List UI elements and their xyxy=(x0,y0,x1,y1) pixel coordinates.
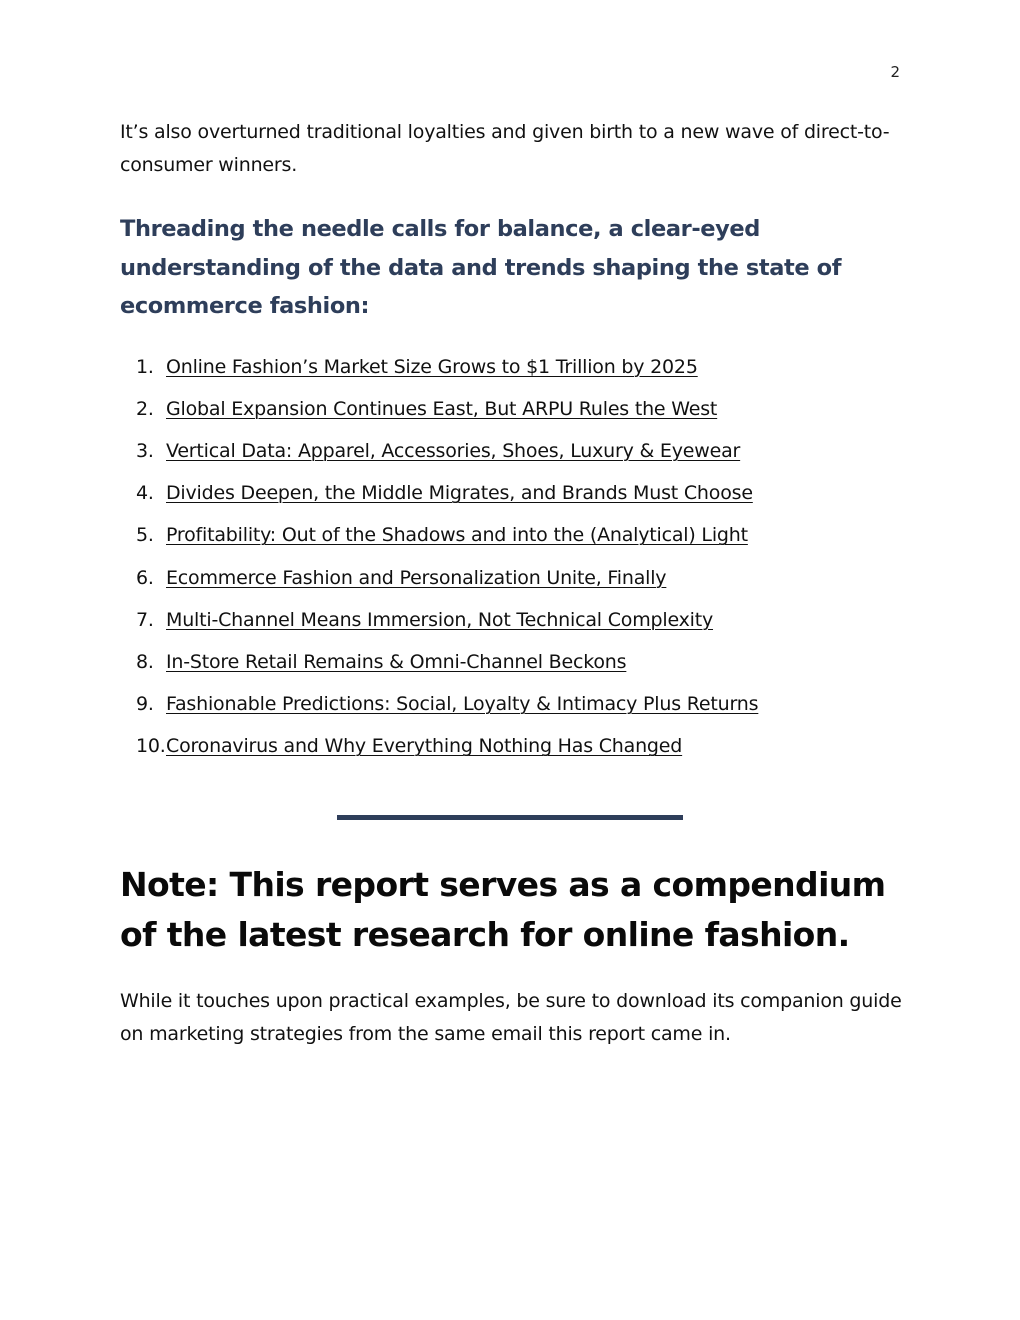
intro-paragraph: It’s also overturned traditional loyalties and given birth to a new wave of direct-to-consumer winners. xyxy=(120,121,890,176)
toc-item xyxy=(120,514,905,556)
toc-link-multi-channel[interactable]: Multi-Channel Means Immersion, Not Technical Complexity xyxy=(166,608,714,631)
toc-link-predictions[interactable]: Fashionable Predictions: Social, Loyalty & Intimacy Plus Returns xyxy=(166,693,759,716)
toc-item-number: 7. xyxy=(136,608,154,631)
toc-link-coronavirus[interactable]: Coronavirus and Why Everything Nothing Has Changed xyxy=(166,735,683,758)
toc-link-in-store-retail[interactable]: In-Store Retail Remains & Omni-Channel Beckons xyxy=(166,650,627,673)
toc-item-number: 2. xyxy=(136,397,154,420)
toc-link-global-expansion[interactable]: Global Expansion Continues East, But ARPU Rules the West xyxy=(166,397,718,420)
toc-item-number: 4. xyxy=(136,482,154,505)
toc-link-profitability[interactable]: Profitability: Out of the Shadows and into the (Analytical) Light xyxy=(166,524,748,547)
toc-item-number: 5. xyxy=(136,524,154,547)
toc-item-number: 8. xyxy=(136,650,154,673)
toc-link-personalization[interactable]: Ecommerce Fashion and Personalization Unite, Finally xyxy=(166,566,667,589)
toc-item-number: 3. xyxy=(136,439,154,462)
toc-item xyxy=(120,725,905,767)
toc-item xyxy=(120,472,905,514)
toc-item xyxy=(120,388,905,430)
toc-link-vertical-data[interactable]: Vertical Data: Apparel, Accessories, Shoes, Luxury & Eyewear xyxy=(166,439,741,462)
main-content xyxy=(120,116,905,768)
toc-item xyxy=(120,346,905,388)
note-paragraph: While it touches upon practical examples, be sure to download its companion guide on marketing strategies from the same email this report came in. xyxy=(120,990,902,1045)
toc-item-number: 9. xyxy=(136,693,154,716)
table-of-contents xyxy=(120,346,905,768)
toc-item xyxy=(120,683,905,725)
toc-item-number: 1. xyxy=(136,355,154,378)
page-number: 2 xyxy=(890,63,900,81)
section-divider xyxy=(337,815,683,820)
toc-item xyxy=(120,641,905,683)
toc-link-divides-deepen[interactable]: Divides Deepen, the Middle Migrates, and Brands Must Choose xyxy=(166,482,753,505)
toc-item xyxy=(120,557,905,599)
toc-item xyxy=(120,430,905,472)
note-heading: Note: This report serves as a compendium of the latest research for online fashion. xyxy=(120,865,886,954)
toc-link-market-size[interactable]: Online Fashion’s Market Size Grows to $1 Trillion by 2025 xyxy=(166,355,698,378)
toc-item xyxy=(120,599,905,641)
section-subhead: Threading the needle calls for balance, a clear-eyed understanding of the data and trends shaping the state of ecommerce fashion: xyxy=(120,216,842,319)
toc-item-number: 10. xyxy=(136,735,166,758)
toc-item-number: 6. xyxy=(136,566,154,589)
